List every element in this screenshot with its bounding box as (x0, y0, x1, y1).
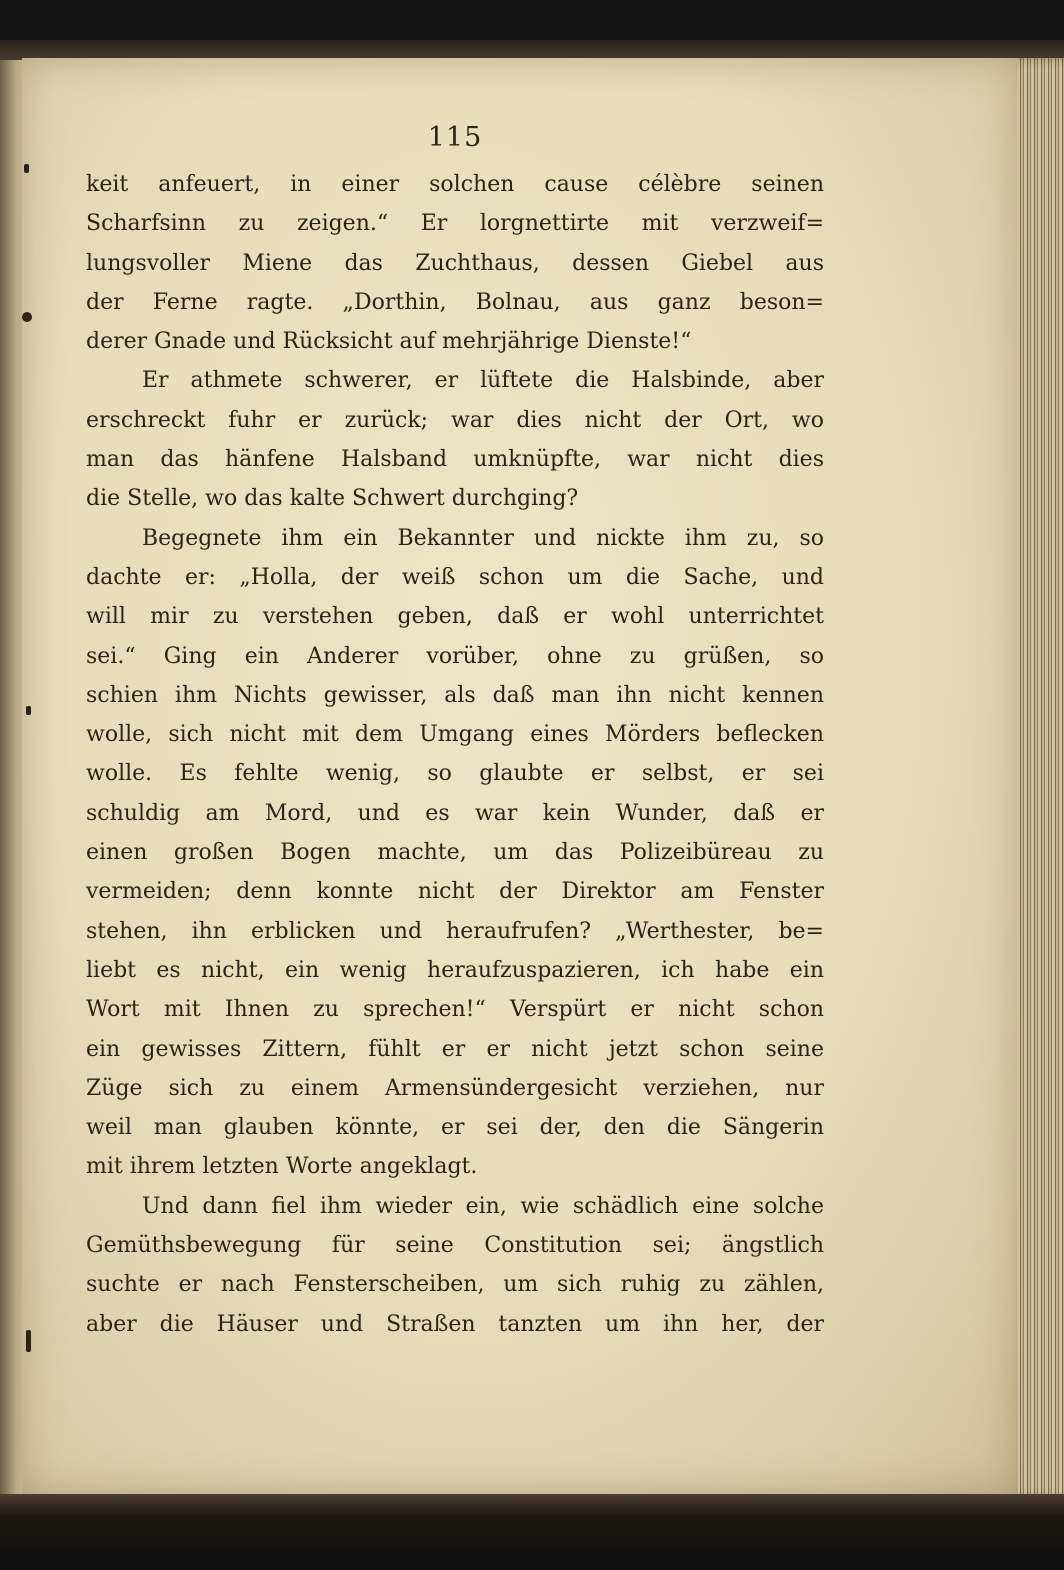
gutter-mark (26, 706, 31, 715)
text-line: suchte er nach Fensterscheiben, um sich ruhig zu zählen, (86, 1272, 824, 1298)
text-line: keit anfeuert, in einer solchen cause célèbre seinen (86, 172, 824, 197)
gutter-mark (22, 312, 32, 322)
text-line: die Stelle, wo das kalte Schwert durchging? (86, 486, 579, 512)
text-line: weil man glauben könnte, er sei der, den die Sängerin (86, 1115, 824, 1141)
text-line: aber die Häuser und Straßen tanzten um ihn her, der (86, 1311, 824, 1337)
text-line: erschreckt fuhr er zurück; war dies nicht der Ort, wo (86, 407, 824, 433)
text-line: dachte er: „Holla, der weiß schon um die Sache, und (86, 564, 824, 590)
text-line: der Ferne ragte. „Dorthin, Bolnau, aus ganz beson= (86, 289, 824, 315)
text-line: Er athmete schwerer, er lüftete die Halsbinde, aber (142, 368, 824, 394)
text-line: einen großen Bogen machte, um das Polizeibüreau zu (86, 840, 824, 866)
text-line: wolle, sich nicht mit dem Umgang eines Mörders beflecken (86, 722, 824, 748)
gutter-mark (26, 1330, 31, 1352)
text-line: Züge sich zu einem Armensündergesicht verziehen, nur (86, 1075, 824, 1101)
text-line: derer Gnade und Rücksicht auf mehrjährige Dienste!“ (86, 329, 692, 355)
text-line: stehen, ihn erblicken und heraufrufen? „Werthester, be= (86, 918, 824, 944)
body-text (86, 165, 824, 1344)
text-line: Begegnete ihm ein Bekannter und nickte ihm zu, so (142, 525, 824, 551)
text-line: man das hänfene Halsband umknüpfte, war nicht dies (86, 447, 824, 473)
text-line: Wort mit Ihnen zu sprechen!“ Verspürt er nicht schon (86, 997, 824, 1023)
text-line: mit ihrem letzten Worte angeklagt. (86, 1154, 478, 1180)
text-line: ein gewisses Zittern, fühlt er er nicht jetzt schon seine (86, 1036, 824, 1062)
text-line: lungsvoller Miene das Zuchthaus, dessen Giebel aus (86, 250, 824, 276)
text-line: schuldig am Mord, und es war kein Wunder, daß er (86, 800, 824, 826)
text-line: Scharfsinn zu zeigen.“ Er lorgnettirte mit verzweif= (86, 211, 824, 237)
text-line: vermeiden; denn konnte nicht der Direktor am Fenster (86, 879, 824, 905)
book-cover-bottom-edge (0, 1494, 1064, 1570)
text-line: wolle. Es fehlte wenig, so glaubte er selbst, er sei (86, 761, 824, 787)
gutter-mark (24, 164, 29, 173)
text-line: sei.“ Ging ein Anderer vorüber, ohne zu grüßen, so (86, 643, 824, 669)
page-number: 115 (427, 122, 483, 153)
text-line: Gemüthsbewegung für seine Constitution sei; ängstlich (86, 1233, 824, 1259)
text-line: liebt es nicht, ein wenig heraufzuspazieren, ich habe ein (86, 957, 824, 983)
text-line: Und dann fiel ihm wieder ein, wie schädlich eine solche (142, 1193, 824, 1219)
text-line: schien ihm Nichts gewisser, als daß man ihn nicht kennen (86, 682, 824, 708)
text-line: will mir zu verstehen geben, daß er wohl unterrichtet (86, 604, 824, 630)
